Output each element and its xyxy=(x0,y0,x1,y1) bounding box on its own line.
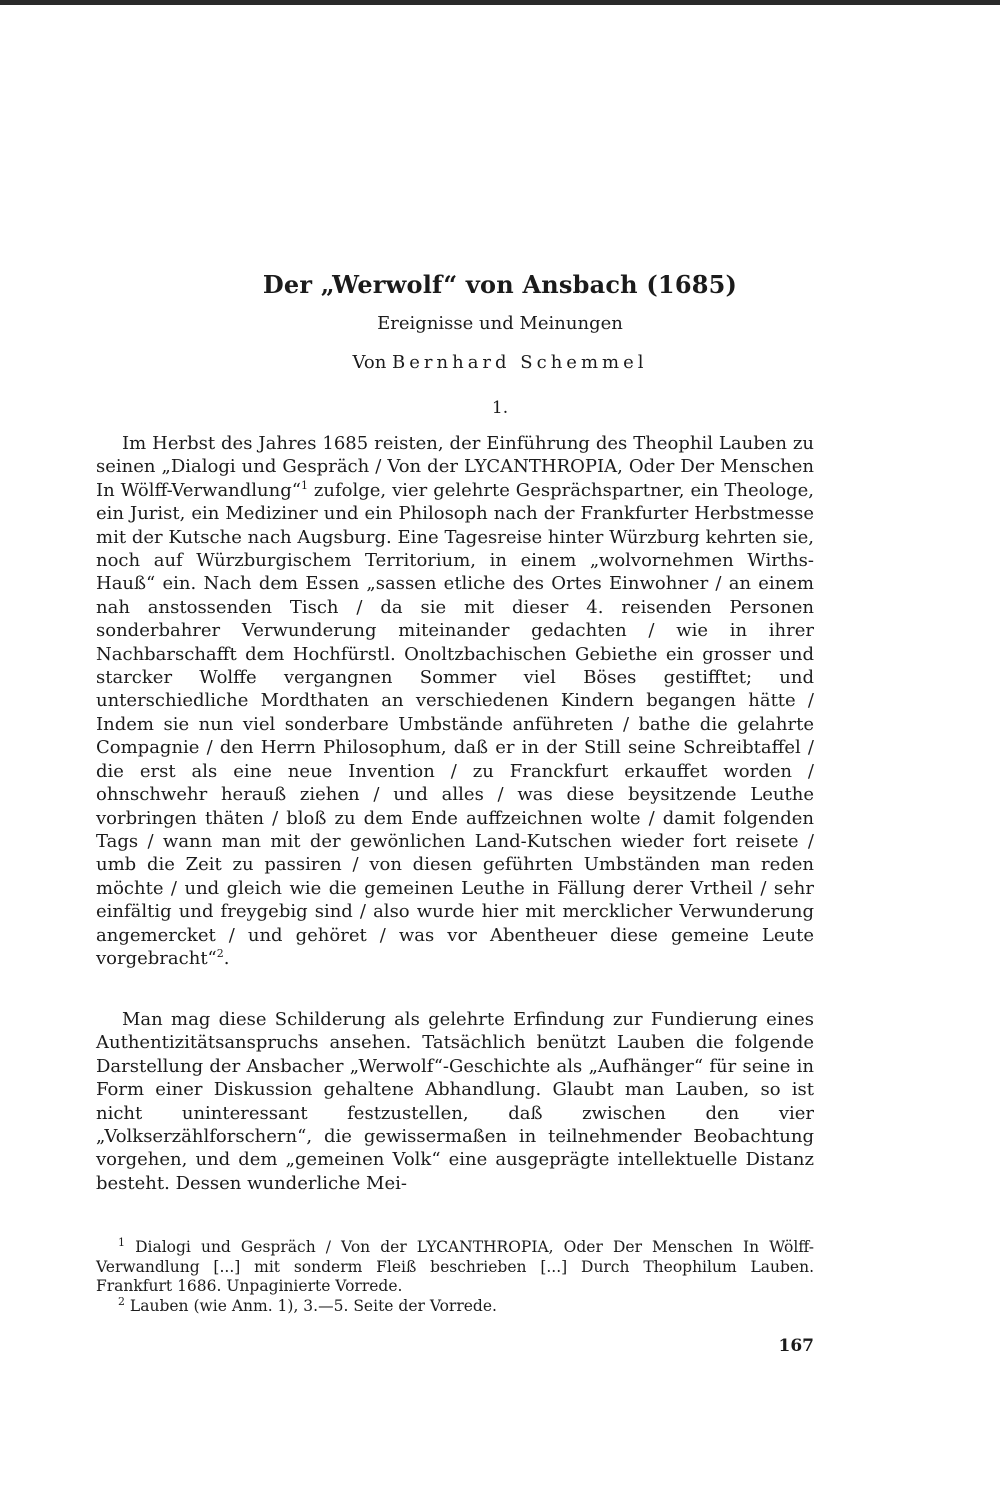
footnote-2 xyxy=(96,1294,814,1317)
paragraph-1-text-middle: zufolge, vier gelehrte Gesprächspartner, ein Theologe, ein Jurist, ein Mediziner und ein Philosoph nach der Frankfurter Herbstmesse mit der Kutsche nach Augsburg. Eine Tagesreise hinter Würzburg kehrten sie, noch auf Würzburgischem Territorium, in einem „wolvornehmen Wirths-Hauß“ ein. Nach dem Essen „sassen etliche des Ortes Einwohner / an einem nah anstossenden Tisch / da sie mit dieser 4. reisenden Personen sonderbahrer Verwunderung miteinander gedachten / wie in ihrer Nachbarschafft dem Hochfürstl. Onoltzbachischen Gebiethe ein grosser und starcker Wolffe vergangnen Sommer viel Böses gestifftet; und unterschiedliche Mordthaten an verschiedenen Kindern begangen hätte / Indem sie nun viel sonderbare Umbstände anführeten / bathe die gelahrte Compagnie / den Herrn Philosophum, daß er in der Still seine Schreibtaffel / die erst als eine neue Invention / zu Franckfurt erkauffet worden / ohnschwehr herauß ziehen / und alles / was diese beysitzende Leuthe vorbringen thäten / bloß zu dem Ende auffzeichnen wolte / damit folgenden Tags / wann man mit der gewönlichen Land-Kutschen wieder fort reisete / umb die Zeit zu passiren / von diesen geführten Umbständen man reden möchte / und gleich wie die gemeinen Leuthe in Fällung derer Vrtheil / sehr einfältig und freygebig sind / also wurde hier mit mercklicher Verwunderung angemercket / und gehöret / was vor Abentheuer diese gemeine Leute vorgebracht“ xyxy=(96,479,814,969)
footnotes xyxy=(96,1235,814,1316)
body-paragraph-1 xyxy=(96,432,814,970)
footnote-2-marker: 2 xyxy=(118,1294,125,1308)
author-prefix: Von xyxy=(352,352,387,373)
paragraph-1-text-start: Im Herbst des Jahres 1685 reisten, der Einführung des Theophil Lauben zu seinen „Dialogi und Gespräch / Von der LYCANTHROPIA, Oder Der Menschen In Wölff-Verwandlung“ xyxy=(96,433,814,501)
footnote-1 xyxy=(96,1235,814,1297)
section-number: 1. xyxy=(491,398,509,418)
footnote-ref-1[interactable]: 1 xyxy=(300,478,308,492)
paragraph-1-text-end: . xyxy=(223,947,230,969)
article-subtitle: Ereignisse und Meinungen xyxy=(377,313,623,334)
paragraph-2-text: Man mag diese Schilderung als gelehrte Erfindung zur Fundierung eines Authentizitätsanspruchs ansehen. Tatsächlich benützt Lauben die folgende Darstellung der Ansbacher „Werwolf“-Geschichte als „Aufhänger“ für seine in Form einer Diskussion gehaltene Abhandlung. Glaubt man Lauben, so ist nicht uninteressant festzustellen, daß zwischen den vier „Volkserzählforschern“, die gewissermaßen in teilnehmender Beobachtung vorgehen, und dem „gemeinen Volk“ eine ausgeprägte intellektuelle Distanz besteht. Dessen wunderliche Mei- xyxy=(96,1009,814,1194)
author-name: Bernhard Schemmel xyxy=(392,352,648,373)
footnote-ref-2[interactable]: 2 xyxy=(216,946,224,960)
author-line xyxy=(0,352,1000,373)
article-title: Der „Werwolf“ von Ansbach (1685) xyxy=(262,270,738,299)
footnote-1-marker: 1 xyxy=(118,1235,125,1249)
footnote-1-text: Dialogi und Gespräch / Von der LYCANTHROPIA, Oder Der Menschen In Wölff-Verwandlung [...] mit sonderm Fleiß beschrieben [...] Durch Theophilum Lauben. Frankfurt 1686. Unpaginierte Vorrede. xyxy=(96,1238,814,1295)
page-number: 167 xyxy=(778,1336,814,1356)
footnote-2-text: Lauben (wie Anm. 1), 3.—5. Seite der Vorrede. xyxy=(125,1296,497,1315)
body-paragraph-2 xyxy=(96,1008,814,1195)
page-top-edge xyxy=(0,0,1000,5)
